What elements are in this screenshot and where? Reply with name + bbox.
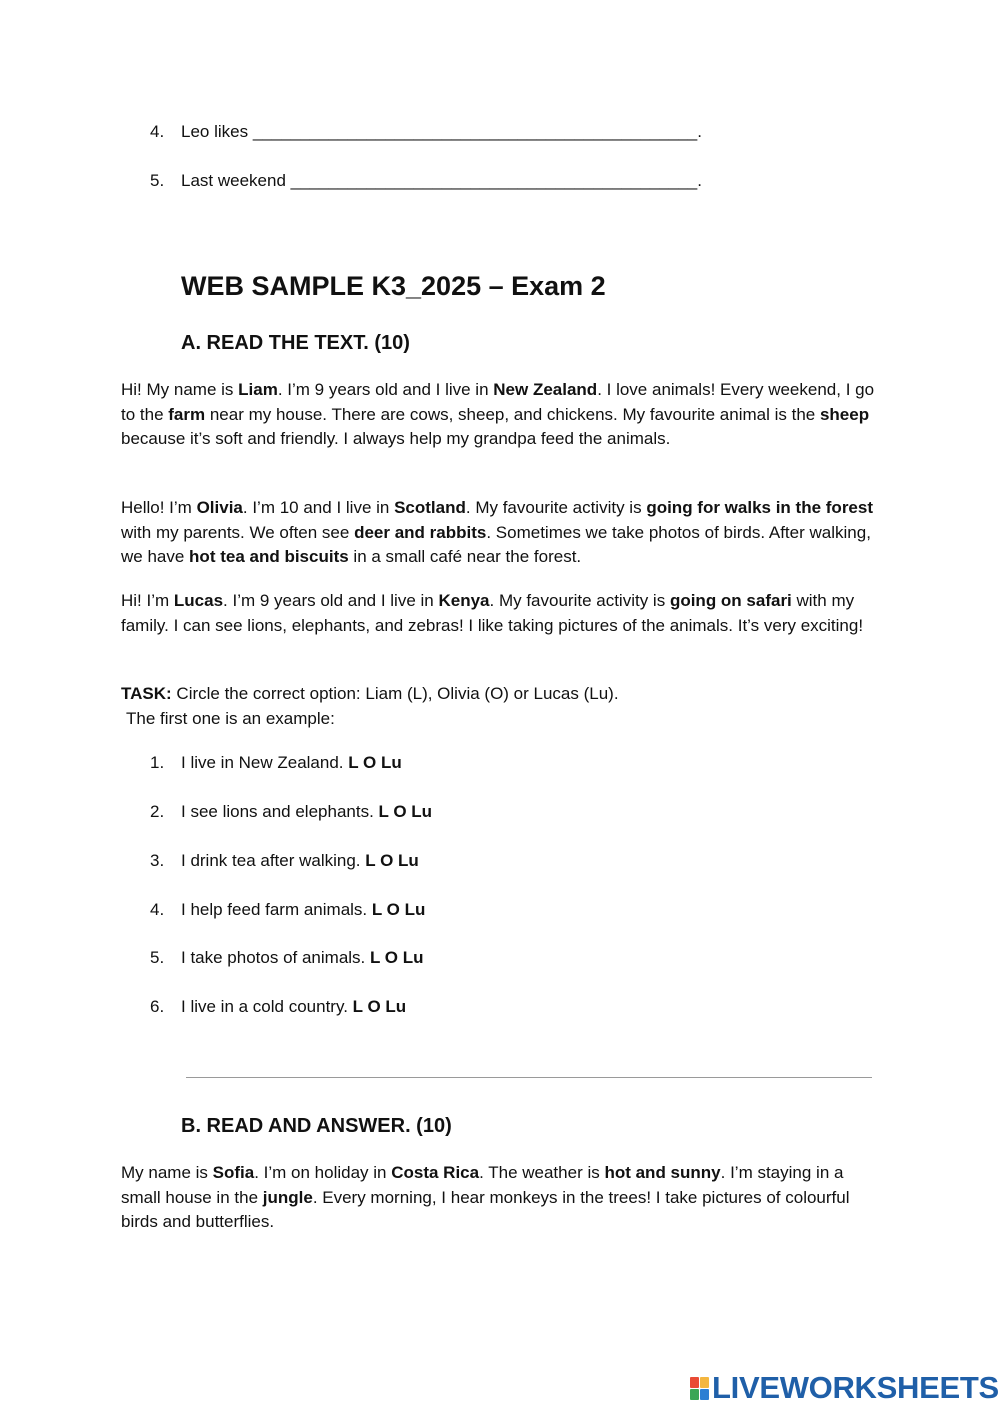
emphasis-text: Liam — [238, 380, 278, 399]
body-text: with my parents. We often see — [121, 522, 355, 542]
body-text: . My favourite activity is — [489, 591, 670, 610]
reading-paragraph-lucas — [121, 589, 881, 638]
question-number: 6. — [150, 997, 165, 1016]
question-3 — [150, 851, 419, 871]
task-instructions — [121, 682, 619, 731]
body-text: . Sometimes we take photos of birds. After walking, we have — [121, 522, 871, 566]
task-text: Circle the correct option: Liam (L), Olivia (O) or Lucas (Lu). — [171, 684, 619, 703]
body-text: with my family. I can see lions, elephants, and zebras! I like taking pictures of the animals. It’s very exciting! — [121, 591, 864, 635]
question-number: 5. — [150, 948, 165, 967]
body-text: . The weather is — [479, 1163, 605, 1182]
emphasis-text: Sofia — [212, 1163, 255, 1182]
body-text: . Every morning, I hear monkeys in the trees! I take pictures of colourful birds and butterflies. — [121, 1187, 850, 1231]
body-text: . I’m 9 years old and I live in — [223, 591, 439, 610]
body-text: . I’m 10 and I live in — [242, 498, 395, 517]
emphasis-text: going on safari — [669, 591, 792, 610]
logo-tile — [690, 1389, 699, 1400]
question-text: I drink tea after walking. — [181, 851, 366, 870]
task-example-note: The first one is an example: — [126, 708, 335, 728]
logo-tile — [700, 1377, 709, 1388]
logo-mark-icon — [690, 1377, 709, 1400]
body-text: . I’m 9 years old and I live in — [277, 380, 494, 399]
item-number: 5. — [150, 171, 165, 190]
fill-in-item-4 — [150, 122, 702, 142]
body-text: My name is — [121, 1163, 213, 1182]
body-text: because it’s soft and friendly. I always help my grandpa feed the animals. — [121, 429, 671, 448]
question-number: 3. — [150, 851, 165, 870]
answer-options[interactable]: L O Lu — [371, 900, 426, 919]
question-2 — [150, 802, 432, 822]
question-1 — [150, 753, 402, 773]
item-text: Leo likes — [181, 122, 253, 141]
answer-options[interactable]: L O Lu — [365, 851, 419, 870]
answer-options[interactable]: L O Lu — [348, 753, 402, 772]
question-number: 1. — [150, 753, 165, 772]
question-5 — [150, 948, 424, 968]
logo-text: LIVEWORKSHEETS — [712, 1370, 999, 1405]
emphasis-text: Lucas — [173, 591, 224, 610]
question-4 — [150, 900, 425, 920]
body-text: Hello! I’m — [121, 498, 197, 517]
emphasis-text: deer and rabbits — [354, 522, 487, 542]
logo-tile — [690, 1377, 699, 1388]
body-text: . I love animals! Every weekend, I go to the — [121, 380, 875, 424]
body-text: . My favourite activity is — [465, 498, 647, 517]
body-text: . I’m on holiday in — [254, 1163, 392, 1182]
answer-options[interactable]: L O Lu — [370, 948, 424, 967]
answer-options[interactable]: L O Lu — [352, 997, 407, 1016]
emphasis-text: Olivia — [196, 498, 243, 517]
emphasis-text: hot tea and biscuits — [189, 547, 349, 566]
reading-paragraph-sofia — [121, 1161, 881, 1235]
fill-in-item-5 — [150, 171, 702, 191]
item-number: 4. — [150, 122, 165, 141]
question-number: 4. — [150, 900, 165, 919]
exam-title: WEB SAMPLE K3_2025 – Exam 2 — [181, 271, 606, 301]
question-text: I help feed farm animals. — [181, 900, 372, 919]
reading-paragraph-olivia — [121, 496, 881, 570]
section-b-heading: B. READ AND ANSWER. (10) — [181, 1115, 452, 1137]
emphasis-text: jungle — [262, 1187, 313, 1207]
emphasis-text: hot and sunny — [604, 1163, 721, 1182]
section-a-heading: A. READ THE TEXT. (10) — [181, 332, 410, 354]
question-6 — [150, 997, 406, 1017]
answer-blank[interactable]: ___________________________________________. — [290, 171, 702, 190]
question-text: I live in New Zealand. — [181, 753, 349, 772]
body-text: Hi! I’m — [121, 591, 174, 610]
body-text: . I’m staying in a small house in the — [121, 1163, 844, 1207]
emphasis-text: Costa Rica — [391, 1163, 480, 1182]
reading-paragraph-liam — [121, 378, 881, 452]
question-number: 2. — [150, 802, 165, 821]
body-text: Hi! My name is — [121, 380, 239, 399]
emphasis-text: Scotland — [394, 498, 466, 517]
liveworksheets-logo[interactable] — [690, 1371, 999, 1405]
emphasis-text: sheep — [819, 404, 870, 424]
emphasis-text: Kenya — [438, 591, 490, 610]
answer-options[interactable]: L O Lu — [378, 802, 433, 821]
answer-blank[interactable]: _______________________________________________. — [252, 122, 702, 141]
body-text: in a small café near the forest. — [348, 547, 582, 566]
question-text: I take photos of animals. — [181, 948, 370, 967]
question-text: I see lions and elephants. — [181, 802, 379, 821]
question-text: I live in a cold country. — [181, 997, 353, 1016]
emphasis-text: farm — [168, 404, 206, 424]
emphasis-text: going for walks in the forest — [646, 498, 873, 517]
section-divider — [186, 1077, 872, 1078]
emphasis-text: New Zealand — [493, 380, 598, 399]
item-text: Last weekend — [181, 171, 291, 190]
body-text: near my house. There are cows, sheep, and chickens. My favourite animal is the — [205, 404, 820, 424]
logo-tile — [700, 1389, 709, 1400]
task-label: TASK: — [121, 684, 172, 703]
